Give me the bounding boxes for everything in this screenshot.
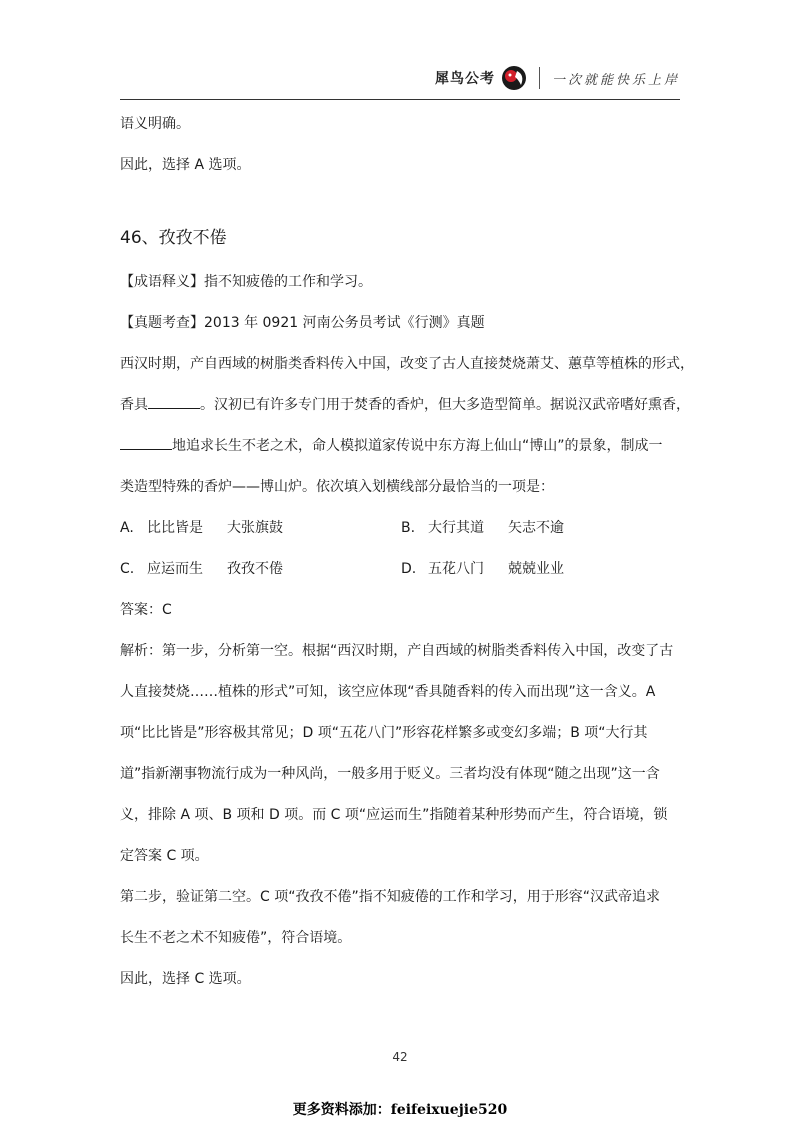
options-row <box>120 549 682 590</box>
question-line <box>120 385 690 426</box>
brand-slogan: 一次就能快乐上岸 <box>551 72 680 88</box>
question-text: 地追求长生不老之术，命人模拟道家传说中东方海上仙山“博山”的景象，制成一 <box>172 438 663 454</box>
analysis-line: 人直接焚烧……植株的形式”可知，该空应体现“香具随香料的传入而出现”这一含义。A <box>120 684 656 700</box>
idiom-title: 46、孜孜不倦 <box>120 228 227 248</box>
exam-label: 【真题考查】 <box>120 315 204 331</box>
meaning-text: 指不知疲倦的工作和学习。 <box>204 274 372 290</box>
page-header <box>120 60 680 100</box>
analysis-line: 第二步，验证第二空。C 项“孜孜不倦”指不知疲倦的工作和学习，用于形容“汉武帝追求 <box>120 889 660 905</box>
brand-name: 犀鸟公考 <box>434 71 495 87</box>
question-text: 。汉初已有许多专门用于焚香的香炉，但大多造型简单。据说汉武帝嗜好熏香， <box>200 397 690 413</box>
question-line: 类造型特殊的香炉——博山炉。依次填入划横线部分最恰当的一项是： <box>120 479 554 495</box>
paragraph: 因此，选择 A 选项。 <box>120 157 251 173</box>
brand-separator <box>539 67 540 89</box>
answer: 答案：C <box>120 602 172 618</box>
exam-source <box>120 303 682 344</box>
option-a: A. 比比皆是 大张旗鼓 <box>120 520 283 536</box>
page-number: 42 <box>392 1050 408 1064</box>
fill-blank <box>120 435 172 450</box>
question-line: 西汉时期，产自西域的树脂类香料传入中国，改变了古人直接焚烧萧艾、蕙草等植株的形式， <box>120 356 694 372</box>
analysis-line: 项“比比皆是”形容极其常见；D 项“五花八门”形容花样繁多或变幻多端；B 项“大行其 <box>120 725 648 741</box>
question-line <box>120 426 682 467</box>
fill-blank <box>148 394 200 409</box>
conclusion: 因此，选择 C 选项。 <box>120 971 251 987</box>
meaning-label: 【成语释义】 <box>120 274 204 290</box>
analysis-line: 道”指新潮事物流行成为一种风尚，一般多用于贬义。三者均没有体现“随之出现”这一含 <box>120 766 660 782</box>
question-text: 香具 <box>120 397 148 413</box>
brand <box>435 64 680 92</box>
bird-logo-icon <box>501 65 527 91</box>
option-c: C. 应运而生 孜孜不倦 <box>120 561 283 577</box>
footer-note: 更多资料添加：feifeixuejie520 <box>292 1102 508 1118</box>
idiom-meaning <box>120 262 682 303</box>
document-body <box>120 104 694 1000</box>
analysis-line: 长生不老之术不知疲倦”，符合语境。 <box>120 930 352 946</box>
option-d: D. 五花八门 兢兢业业 <box>401 561 564 577</box>
analysis-line: 义，排除 A 项、B 项和 D 项。而 C 项“应运而生”指随着某种形势而产生，符合语境，锁 <box>120 807 668 823</box>
paragraph: 语义明确。 <box>120 116 190 132</box>
exam-text: 2013 年 0921 河南公务员考试《行测》真题 <box>204 315 485 331</box>
analysis-line: 解析：第一步，分析第一空。根据“西汉时期，产自西域的树脂类香料传入中国，改变了古 <box>120 643 674 659</box>
header-rule <box>120 99 680 100</box>
options-row <box>120 508 682 549</box>
option-b: B. 大行其道 矢志不逾 <box>401 520 564 536</box>
analysis-line: 定答案 C 项。 <box>120 848 209 864</box>
